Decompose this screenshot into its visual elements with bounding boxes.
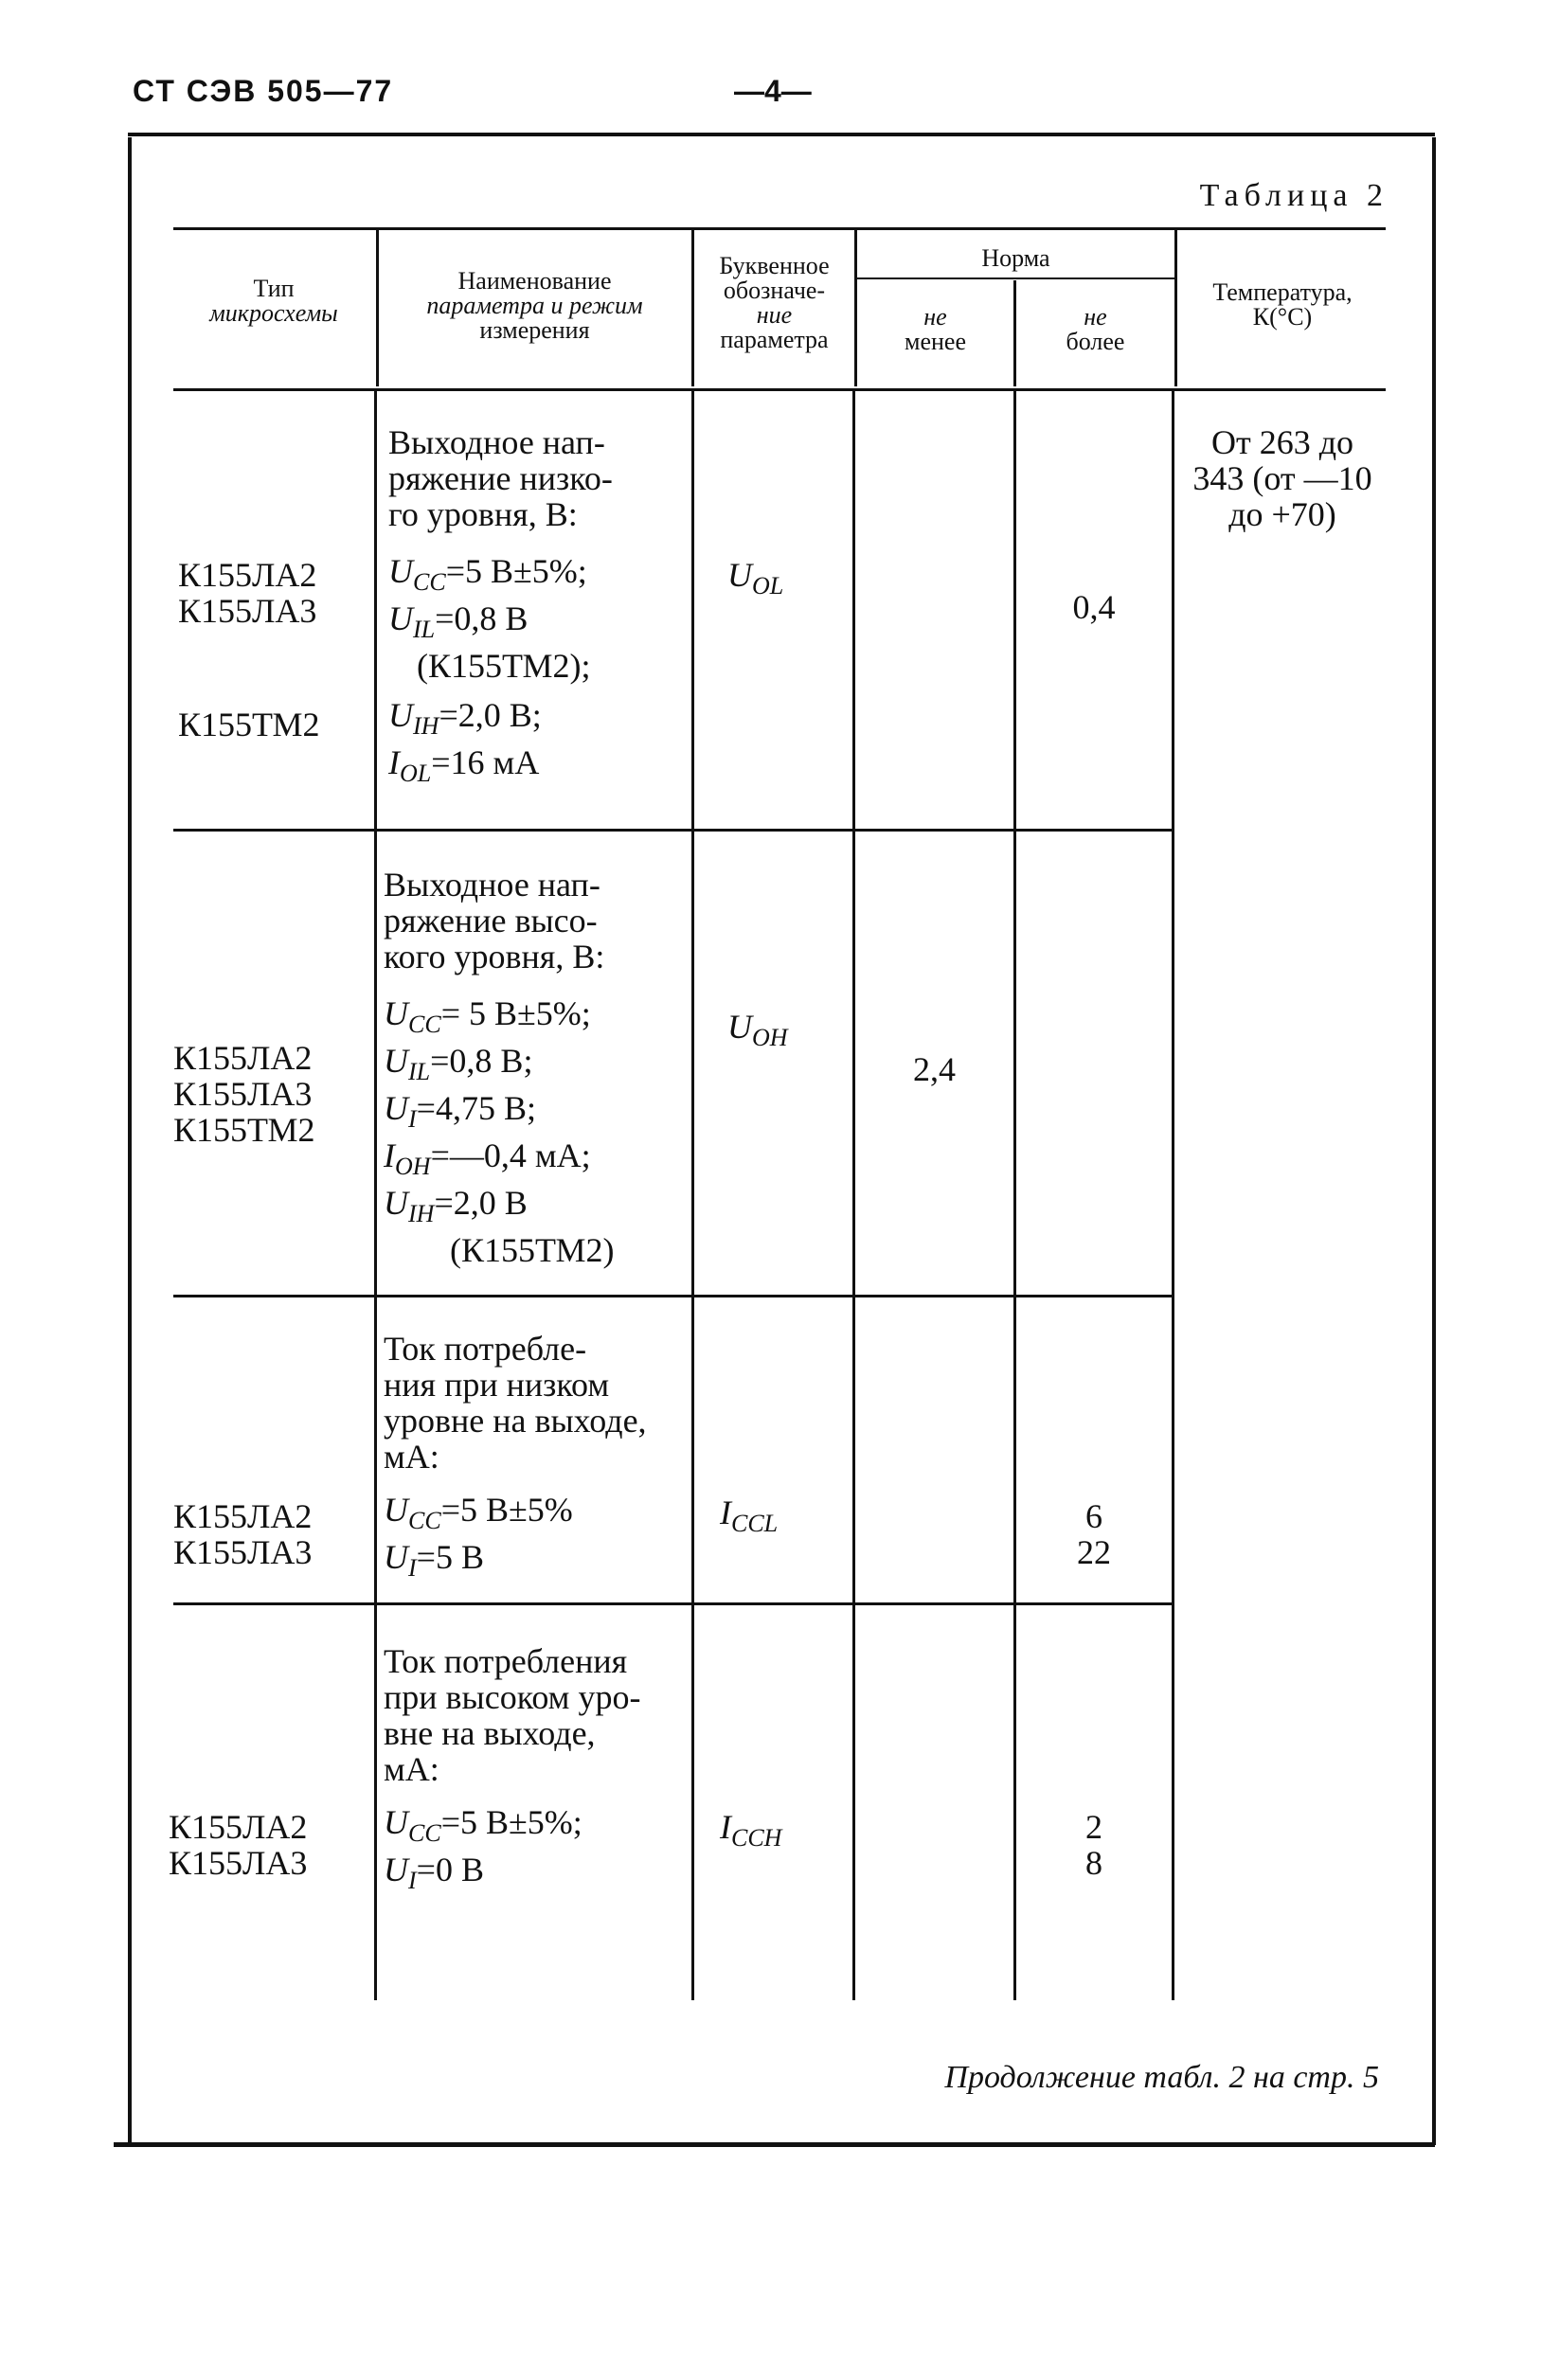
header-type: Тип микросхемы (209, 275, 338, 327)
body-sep-1 (374, 390, 377, 2000)
header-sep-2 (691, 230, 694, 386)
row2-types: К155ЛА2 К155ЛА3 К155ТМ2 (173, 1039, 315, 1149)
frame-bottom-border (114, 2142, 1435, 2147)
header-letter: Буквенное обозначе- ние параметра (719, 252, 830, 353)
row3-symbol: $I_{CCL}$ (720, 1494, 779, 1537)
row-rule-1 (173, 829, 1174, 832)
row-rule-3 (173, 1602, 1174, 1605)
row1-types-tm2: К155ТМ2 (178, 706, 320, 743)
frame-right-border (1432, 137, 1436, 2145)
norm-subheader-rule (857, 277, 1174, 279)
table-header-top-rule (173, 227, 1386, 230)
row4-symbol: $I_{CCH}$ (720, 1808, 782, 1852)
row4-types: К155ЛА2 К155ЛА3 (169, 1808, 308, 1882)
header-norm: Норма (981, 244, 1050, 272)
frame-top-border (128, 133, 1435, 136)
row1-symbol: $U_{OL}$ (727, 556, 784, 599)
body-sep-3 (852, 390, 855, 2000)
row4-max: 2 8 (1085, 1808, 1102, 1882)
table-header-bottom-rule (173, 388, 1386, 391)
row2-param: Выходное нап- ряжение высо- кого уровня, В: $U_{CC}= 5$ В±5%; $U_{IL}=0,8$ В; $U_I=4,75$ В; $I_{OH}=—0,4$ мА; $U_{IH}=2,0$ В (К155ТМ2) (384, 866, 615, 1269)
row1-max: 0,4 (1072, 588, 1116, 626)
row3-types: К155ЛА2 К155ЛА3 (173, 1497, 313, 1571)
header-param: Наименование параметра и режим измерения (426, 267, 643, 344)
row3-max: 6 22 (1077, 1497, 1111, 1571)
standard-number: СТ СЭВ 505—77 (133, 74, 394, 108)
header-temp: Температура, К(°С) (1212, 278, 1353, 331)
row1-types: К155ЛА2 К155ЛА3 (178, 556, 317, 630)
row1-param: Выходное нап- ряжение низко- го уровня, В: $U_{CC}=5$ В±5%; $U_{IL}=0,8$ В (К155ТМ2); $U_{IH}=2,0$ В; $I_{OL}=16$ мА (388, 423, 613, 787)
body-sep-2 (691, 390, 694, 2000)
body-sep-4 (1013, 390, 1016, 2000)
row2-symbol: $U_{OH}$ (727, 1008, 788, 1051)
header-sep-1 (376, 230, 379, 386)
table-caption: Таблица 2 (1199, 178, 1389, 213)
header-min: не менее (905, 303, 966, 355)
frame-left-border (128, 137, 132, 2145)
temperature-range: От 263 до 343 (от —10 до +70) (1192, 423, 1372, 533)
body-sep-5 (1172, 390, 1174, 2000)
row2-min: 2,4 (913, 1050, 956, 1088)
row-rule-2 (173, 1295, 1174, 1297)
row4-param: Ток потребления при высоком уро- вне на выходе, мА: $U_{CC}=5$ В±5%; $U_I=0$ В (384, 1642, 641, 1894)
header-max: не более (1066, 303, 1125, 355)
table-continuation-note: Продолжение табл. 2 на стр. 5 (944, 2060, 1379, 2095)
page-number: —4— (734, 74, 812, 108)
row3-param: Ток потребле- ния при низком уровне на выходе, мА: $U_{CC}=5$ В±5% $U_I=5$ В (384, 1330, 647, 1582)
